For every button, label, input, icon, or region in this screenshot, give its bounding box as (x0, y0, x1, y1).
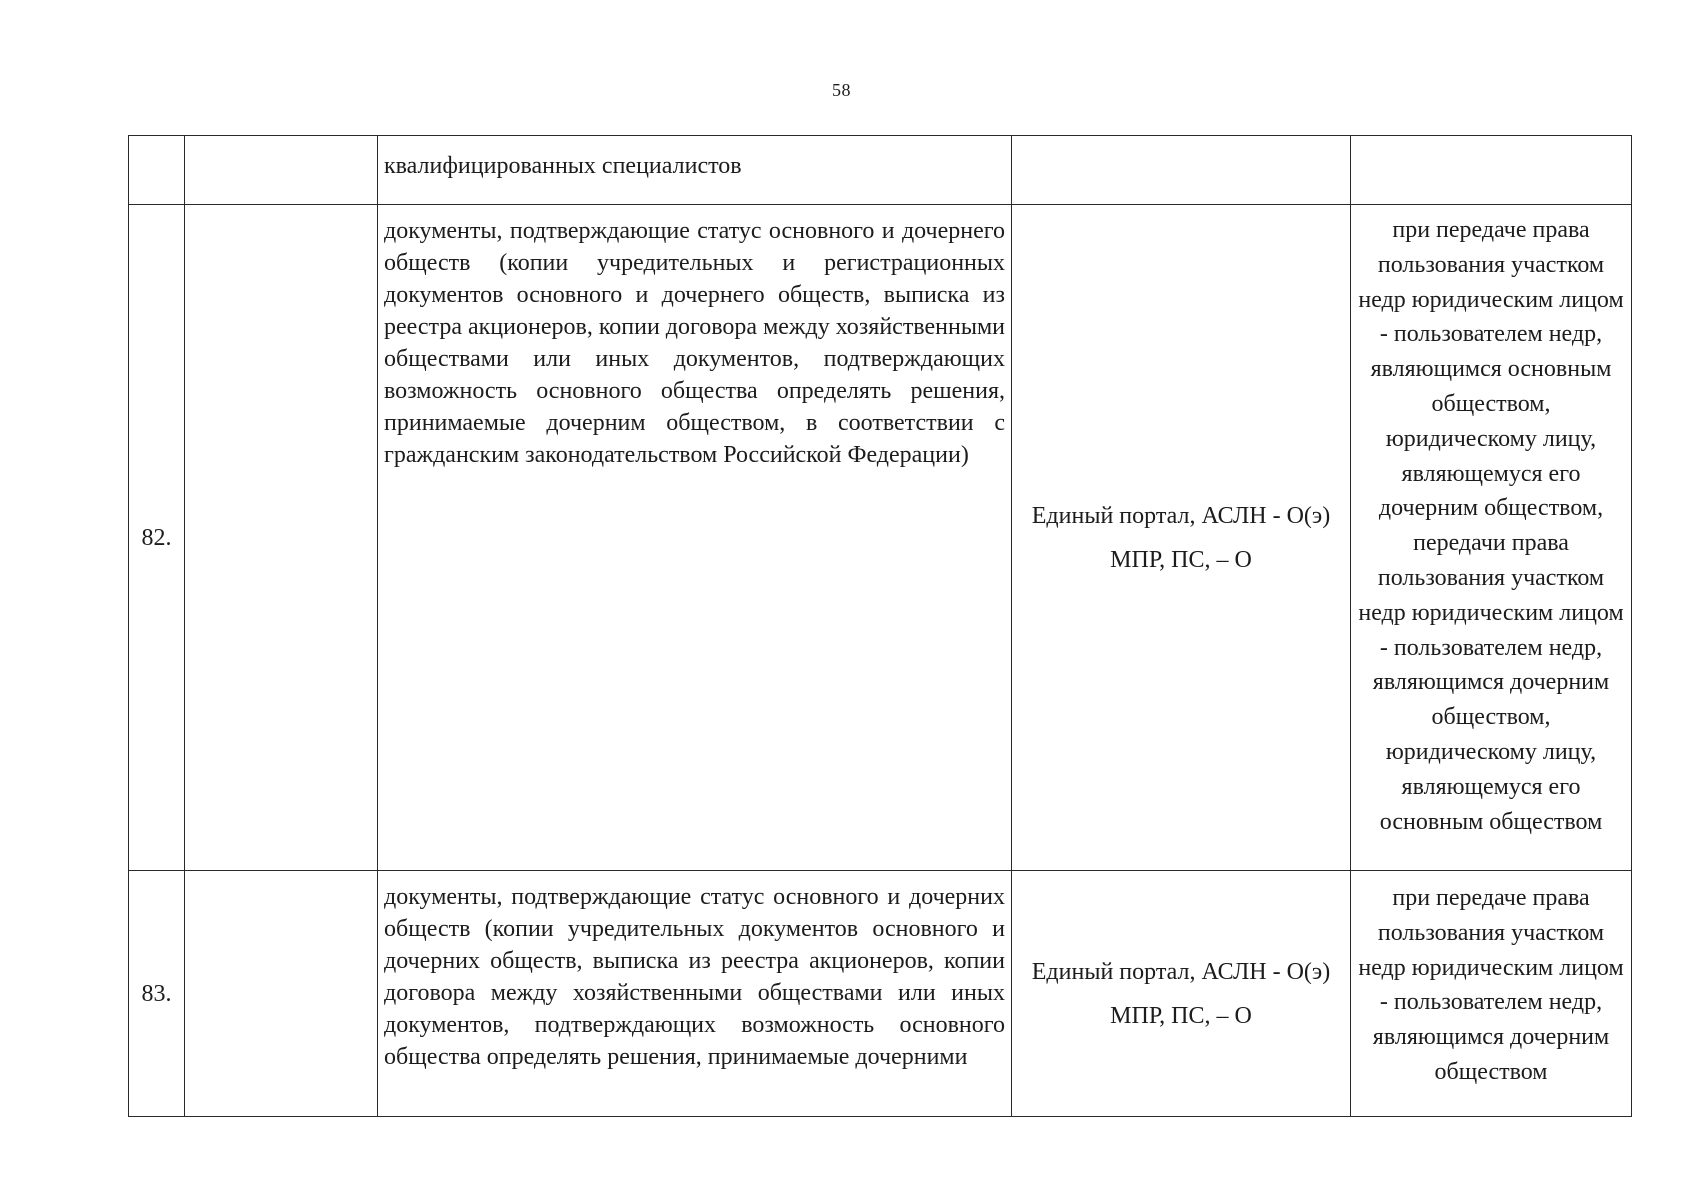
table-row-83 (129, 871, 1632, 1117)
row-number-cell: 83. (129, 871, 185, 1117)
row-name-cell (185, 136, 378, 205)
condition-text (1351, 136, 1631, 144)
documents-text: документы, подтверждающие статус основного и дочерних обществ (копии учредительных документов основного и дочерних обществ, выписка из реестра акционеров, копии договора между хозяйственными обществами или иных документов, подтверждающих возможность основного общества определять решения, принимаемые дочерними (384, 884, 1005, 1070)
condition-cell (1351, 205, 1632, 871)
source-cell (1012, 871, 1351, 1117)
source-secondary: МПР, ПС, – О (1110, 1002, 1252, 1029)
table-row-82 (129, 205, 1632, 871)
source-primary: Единый портал, АСЛН - О(э) (1031, 958, 1331, 985)
documents-cell (378, 205, 1012, 871)
documents-text: документы, подтверждающие статус основного и дочернего обществ (копии учредительных и регистрационных документов основного и дочернего обществ, выписка из реестра акционеров, копии договора между хозяйственными обществами или иных документов, подтверждающих возможность основного общества определять решения, принимаемые дочерним обществом, в соответствии с гражданским законодательством Российской Федерации) (384, 218, 1005, 468)
documents-text: квалифицированных специалистов (384, 153, 742, 179)
condition-cell (1351, 871, 1632, 1117)
row-name-cell (185, 871, 378, 1117)
condition-text: при передаче права пользования участком недр юридическим лицом - пользователем недр, являющимся основным обществом, юридическому лицу, являющемуся его дочерним обществом, передачи права пользования участком недр юридическим лицом - пользователем недр, являющимся дочерним обществом, юридическому лицу, являющемуся его основным обществом (1358, 217, 1624, 835)
page-number: 58 (832, 80, 851, 100)
documents-cell (378, 136, 1012, 205)
condition-cell (1351, 136, 1632, 205)
table-row-continuation (129, 136, 1632, 205)
documents-cell (378, 871, 1012, 1117)
row-number-cell: 82. (129, 205, 185, 871)
source-cell (1012, 205, 1351, 871)
source-cell (1012, 136, 1351, 205)
requirements-table (128, 135, 1632, 1117)
source-secondary: МПР, ПС, – О (1110, 546, 1252, 573)
row-number-cell (129, 136, 185, 205)
source-primary: Единый портал, АСЛН - О(э) (1031, 502, 1331, 529)
condition-text: при передаче права пользования участком недр юридическим лицом - пользователем недр, являющимся дочерним обществом (1358, 885, 1624, 1085)
row-name-cell (185, 205, 378, 871)
